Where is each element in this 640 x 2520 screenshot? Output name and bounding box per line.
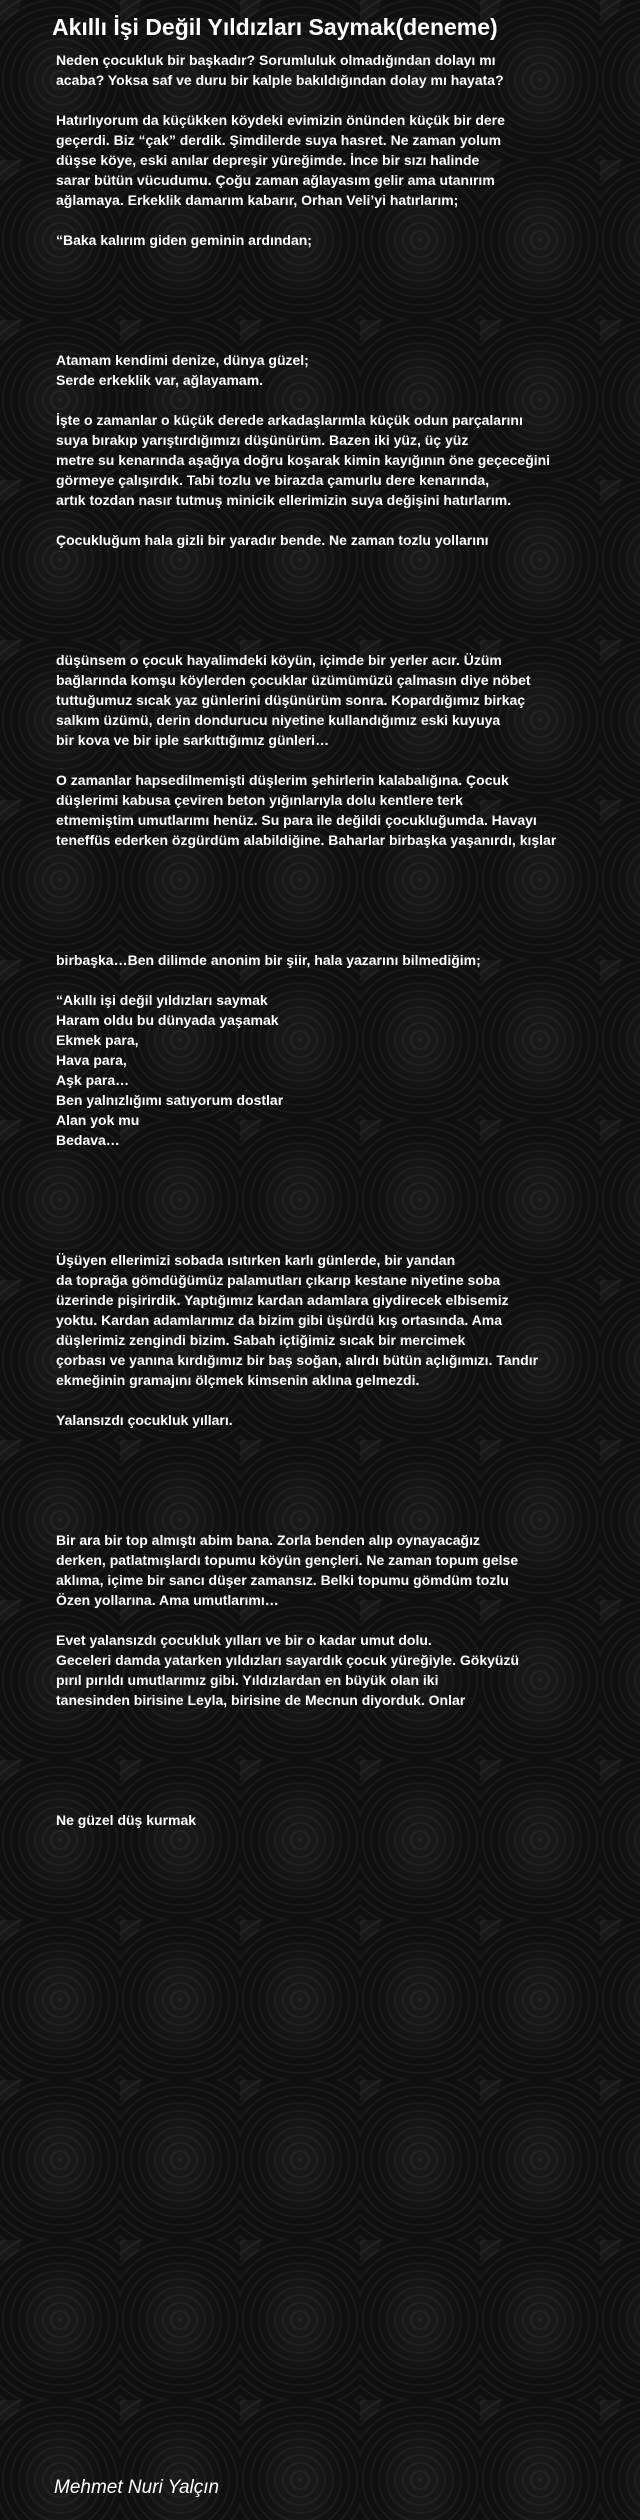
poem-line bbox=[56, 1710, 636, 1730]
poem-line: bir kova ve bir iple sarkıttığımız günleri… bbox=[56, 732, 330, 748]
poem-line: görmeye çalışırdık. Tabi tozlu ve birazda çamurlu dere kenarında, bbox=[56, 472, 490, 488]
poem-line: düşünsem o çocuk hayalimdeki köyün, içimde bir yerler acır. Üzüm bbox=[56, 652, 502, 668]
poem-line: etmemiştim umutlarımı henüz. Su para ile değildi çocukluğumda. Havayı bbox=[56, 812, 537, 828]
poem-line: Evet yalansızdı çocukluk yılları ve bir o kadar umut dolu. bbox=[56, 1632, 432, 1648]
poem-line bbox=[56, 1190, 636, 1210]
poem-line: bağlarında komşu köylerden çocuklar üzümümüzü çalmasın diye nöbet bbox=[56, 672, 531, 688]
poem-line: sarar bütün vücudumu. Çoğu zaman ağlayasım gelir ama utanırım bbox=[56, 172, 495, 188]
poem-line bbox=[56, 210, 636, 230]
poem-line: “Akıllı işi değil yıldızları saymak bbox=[56, 992, 268, 1008]
poem-line: aklıma, içime bir sancı düşer zamansız. Belki topumu gömdüm tozlu bbox=[56, 1572, 509, 1588]
poem-line bbox=[56, 1490, 636, 1510]
poem-line: Hatırlıyorum da küçükken köydeki evimizin önünden küçük bir dere bbox=[56, 112, 505, 128]
poem-line bbox=[56, 1470, 636, 1490]
poem-line bbox=[56, 1750, 636, 1770]
poem-line: düşse köye, eski anılar depreşir yüreğimde. İnce bir sızı halinde bbox=[56, 152, 480, 168]
poem-line bbox=[56, 910, 636, 930]
poem-line bbox=[56, 550, 636, 570]
poem-line: pırıl pırıldı umutlarımız gibi. Yıldızlardan en büyük olan iki bbox=[56, 1672, 439, 1688]
poem-line: artık tozdan nasır tutmuş minicik ellerimizin suya değişini hatırlarım. bbox=[56, 492, 512, 508]
poem-line: Hava para, bbox=[56, 1052, 127, 1068]
poem-line: tuttuğumuz sıcak yaz günlerini düşünürüm sonra. Kopardığımız birkaç bbox=[56, 692, 526, 708]
poem-line: Ne güzel düş kurmak bbox=[56, 1812, 197, 1828]
poem-line bbox=[56, 90, 636, 110]
poem-line bbox=[56, 610, 636, 630]
poem-line bbox=[56, 850, 636, 870]
poem-line bbox=[56, 1430, 636, 1450]
poem-line bbox=[56, 1450, 636, 1470]
poem-line bbox=[56, 270, 636, 290]
poem-line: ekmeğinin gramajını ölçmek kimsenin aklına gelmezdi. bbox=[56, 1372, 420, 1388]
poem-line: Aşk para… bbox=[56, 1072, 130, 1088]
poem-line: Geceleri damda yatarken yıldızları sayardık çocuk yüreğiyle. Gökyüzü bbox=[56, 1652, 519, 1668]
poem-line: Yalansızdı çocukluk yılları. bbox=[56, 1412, 233, 1428]
poem-line bbox=[56, 570, 636, 590]
poem-line bbox=[56, 870, 636, 890]
poem-line bbox=[56, 1730, 636, 1750]
poem-line bbox=[56, 1390, 636, 1410]
poem-line: “Baka kalırım giden geminin ardından; bbox=[56, 232, 312, 248]
poem-line bbox=[56, 310, 636, 330]
poem-line: Serde erkeklik var, ağlayamam. bbox=[56, 372, 264, 388]
poem-line: derken, patlatmışlardı topumu köyün gençleri. Ne zaman topum gelse bbox=[56, 1552, 519, 1568]
poem-line: salkım üzümü, derin dondurucu niyetine kullandığımız eski kuyuya bbox=[56, 712, 501, 728]
poem-line: Alan yok mu bbox=[56, 1112, 140, 1128]
poem-line bbox=[56, 250, 636, 270]
poem-line: Neden çocukluk bir başkadır? Sorumluluk olmadığından dolayı mı bbox=[56, 52, 496, 68]
poem-line bbox=[56, 1610, 636, 1630]
poem-line: yoktu. Kardan adamlarımız da bizim gibi üşürdü kış ortasında. Ama bbox=[56, 1312, 503, 1328]
poem-line: Ben yalnızlığımı satıyorum dostlar bbox=[56, 1092, 284, 1108]
poem-line bbox=[56, 390, 636, 410]
poem-line: da toprağa gömdüğümüz palamutları çıkarıp kestane niyetine soba bbox=[56, 1272, 501, 1288]
poem-line: düşlerimi kabusa çeviren beton yığınlarıyla dolu kentlere terk bbox=[56, 792, 463, 808]
poem-line: metre su kenarında aşağıya doğru koşarak kimin kayığının öne geçeceğini bbox=[56, 452, 551, 468]
poem-line bbox=[56, 510, 636, 530]
author-name: Mehmet Nuri Yalçın bbox=[54, 2477, 220, 2498]
poem-body bbox=[56, 50, 636, 1830]
poem-line bbox=[56, 1150, 636, 1170]
poem-line: Çocukluğum hala gizli bir yaradır bende. Ne zaman tozlu yollarını bbox=[56, 532, 489, 548]
poem-line bbox=[56, 1510, 636, 1530]
poem-line: Ekmek para, bbox=[56, 1032, 139, 1048]
poem-line bbox=[56, 590, 636, 610]
poem-title: Akıllı İşi Değil Yıldızları Saymak(deneme) bbox=[52, 14, 498, 40]
poem-line bbox=[56, 630, 636, 650]
poem-line: tanesinden birisine Leyla, birisine de Mecnun diyorduk. Onlar bbox=[56, 1692, 466, 1708]
poem-line: İşte o zamanlar o küçük derede arkadaşlarımla küçük odun parçalarını bbox=[56, 412, 523, 428]
poem-line: teneffüs ederken özgürdüm alabildiğine. Baharlar birbaşka yaşanırdı, kışlar bbox=[56, 832, 557, 848]
poem-line: birbaşka…Ben dilimde anonim bir şiir, hala yazarını bilmediğim; bbox=[56, 952, 481, 968]
poem-line bbox=[56, 970, 636, 990]
poem-line: üzerinde pişirirdik. Yaptığımız kardan adamlara giydirecek elbisemiz bbox=[56, 1292, 509, 1308]
poem-line bbox=[56, 1170, 636, 1190]
poem-line bbox=[56, 930, 636, 950]
poem-line: Bedava… bbox=[56, 1132, 120, 1148]
poem-line: düşlerimiz zengindi bizim. Sabah içtiğimiz sıcak bir mercimek bbox=[56, 1332, 466, 1348]
poem-line bbox=[56, 890, 636, 910]
poem-line: geçerdi. Biz “çak” derdik. Şimdilerde suya hasret. Ne zaman yolum bbox=[56, 132, 502, 148]
poem-line bbox=[56, 1230, 636, 1250]
poem-line: Üşüyen ellerimizi sobada ısıtırken karlı günlerde, bir yandan bbox=[56, 1252, 456, 1268]
poem-line: O zamanlar hapsedilmemişti düşlerim şehirlerin kalabalığına. Çocuk bbox=[56, 772, 509, 788]
poem-line: Haram oldu bu dünyada yaşamak bbox=[56, 1012, 279, 1028]
poem-line: Özen yollarına. Ama umutlarımı… bbox=[56, 1592, 279, 1608]
poem-line: acaba? Yoksa saf ve duru bir kalple bakıldığından dolay mı hayata? bbox=[56, 72, 504, 88]
poem-line bbox=[56, 290, 636, 310]
poem-line: çorbası ve yanına kırdığımız bir baş soğan, alırdı bütün açlığımızı. Tandır bbox=[56, 1352, 539, 1368]
poem-line bbox=[56, 1210, 636, 1230]
poem-line: suya bırakıp yarıştırdığımızı düşünürüm. Bazen iki yüz, üç yüz bbox=[56, 432, 469, 448]
poem-line: ağlamaya. Erkeklik damarım kabarır, Orhan Veli’yi hatırlarım; bbox=[56, 192, 459, 208]
poem-line bbox=[56, 1790, 636, 1810]
poem-line bbox=[56, 750, 636, 770]
poem-line: Bir ara bir top almıştı abim bana. Zorla benden alıp oynayacağız bbox=[56, 1532, 480, 1548]
poem-line bbox=[56, 1770, 636, 1790]
poem-line: Atamam kendimi denize, dünya güzel; bbox=[56, 352, 309, 368]
poem-line bbox=[56, 330, 636, 350]
